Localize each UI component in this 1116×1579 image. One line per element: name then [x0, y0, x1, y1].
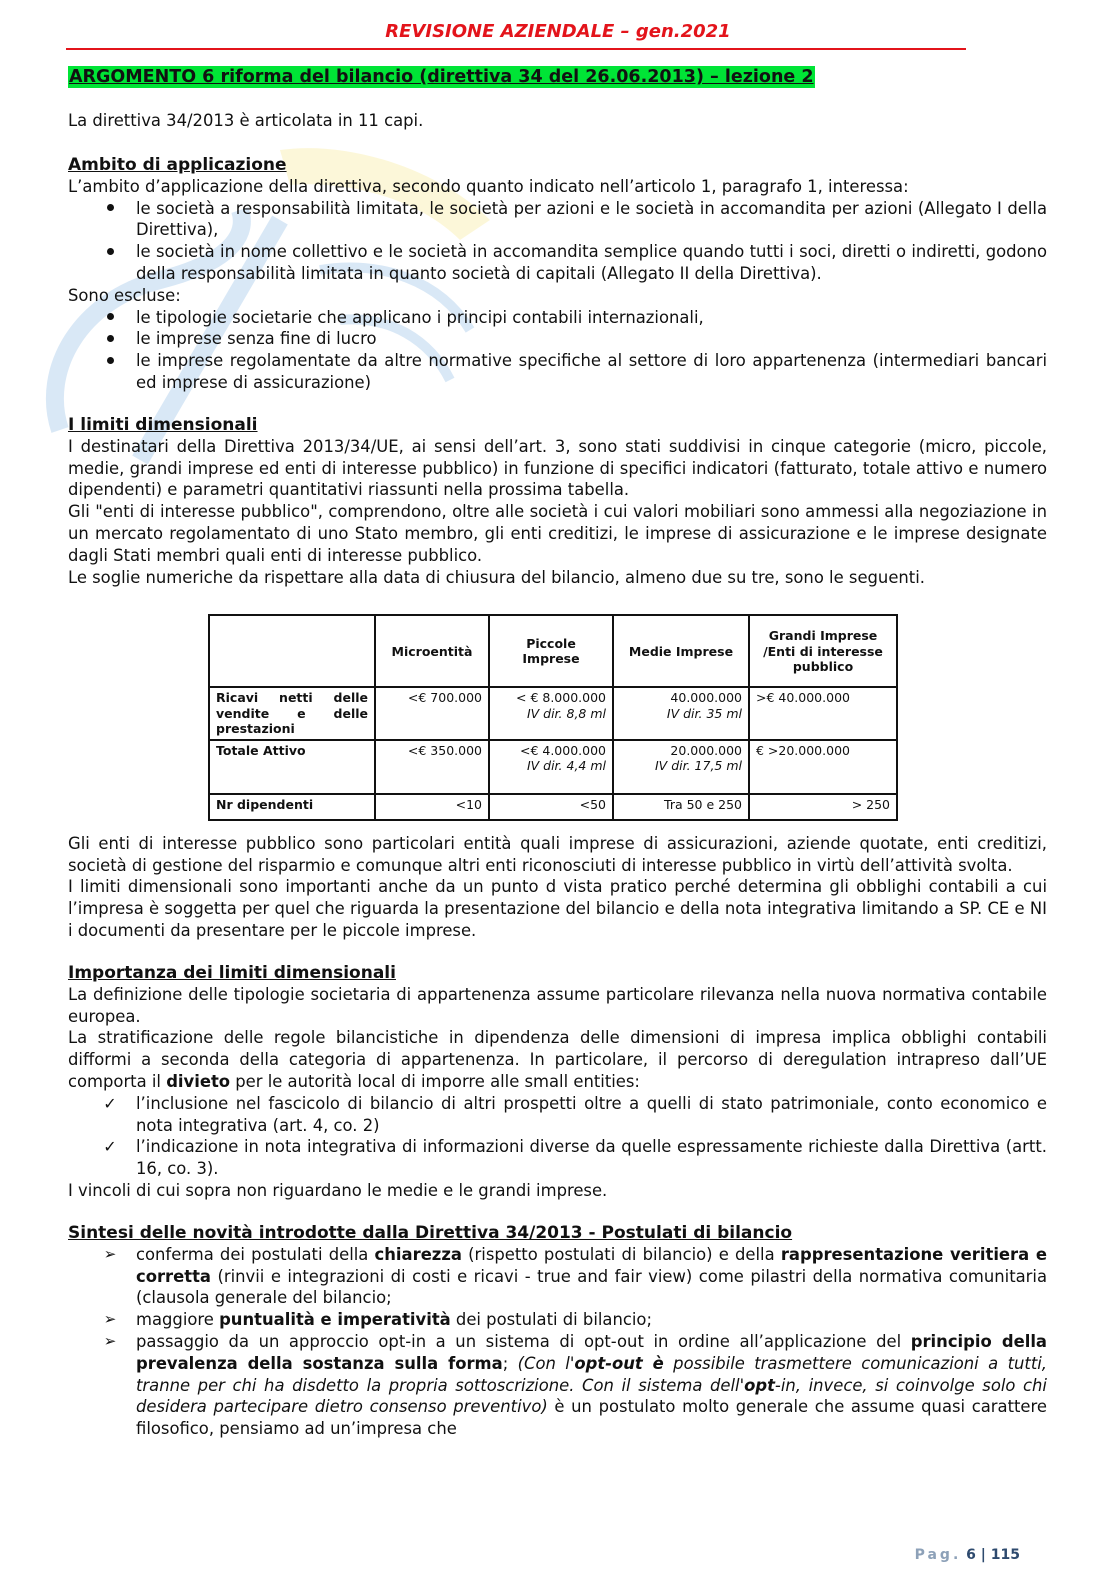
- bullet-dot-icon: [107, 204, 114, 211]
- table-header-cell: Microentità: [375, 615, 489, 687]
- header-rule: [66, 48, 966, 50]
- checkmark-icon: ✓: [103, 1137, 117, 1157]
- table-header-cell: Piccole Imprese: [489, 615, 613, 687]
- thresholds-table: [208, 614, 898, 821]
- heading-importanza: Importanza dei limiti dimensionali: [68, 962, 396, 983]
- arrow-bullet-icon: ➢: [103, 1310, 117, 1329]
- table-row: [209, 740, 897, 794]
- bullet-dot-icon: [107, 248, 114, 255]
- table-row: [209, 687, 897, 740]
- page-header: REVISIONE AZIENDALE – gen.2021: [385, 21, 731, 42]
- list-item: ➢ conferma dei postulati della chiarezza (rispetto postulati di bilancio) e della rappresentazione veritiera e corretta (rinvii e integrazioni di costi e ricavi - true and fair view) come pilastri della normativa comunitaria (clausola generale del bilancio;: [68, 1244, 1047, 1309]
- table-cell: <€ 4.000.000 IV dir. 4,4 ml: [489, 740, 613, 794]
- footer-page-number: 6: [966, 1547, 976, 1563]
- table-header-row: [209, 615, 897, 687]
- list-item: ✓ l’inclusione nel fascicolo di bilancio di altri prospetti oltre a quelli di stato patrimoniale, conto economico e nota integrativa (art. 4, co. 2): [68, 1093, 1047, 1137]
- table-row: [209, 794, 897, 820]
- table-cell: > 250: [749, 794, 897, 820]
- table-row-label: Totale Attivo: [209, 740, 375, 794]
- list-item: ➢ passaggio da un approccio opt-in a un sistema di opt-out in ordine all’applicazione del principio della prevalenza della sostanza sulla forma; (Con l'opt-out è possibile trasmettere comunicazioni a tutti, tranne per chi ha disdetto la propria sottoscrizione. Con il sistema dell'opt-in, invece, si coinvolge solo chi desidera partecipare dietro consenso preventivo) è un postulato molto generale che assume quasi carattere filosofico, pensiamo ad un’impresa che: [68, 1331, 1047, 1440]
- table-cell: <10: [375, 794, 489, 820]
- footer-page-label: Pag.: [914, 1547, 962, 1563]
- footer-page-total: 115: [990, 1547, 1020, 1563]
- table-cell: € >20.000.000: [749, 740, 897, 794]
- checkmark-icon: ✓: [103, 1093, 117, 1113]
- table-cell: <€ 350.000: [375, 740, 489, 794]
- list-item: le società in nome collettivo e le società in accomandita semplice quando tutti i soci, diretti o indiretti, godono della responsabilità limitata in quanto società di capitali (Allegato II della Direttiva).: [68, 241, 1047, 285]
- list-item: le imprese senza fine di lucro: [68, 328, 1047, 350]
- ambito-lead: L’ambito d’applicazione della direttiva, secondo quanto indicato nell’articolo 1, paragrafo 1, interessa:: [68, 176, 909, 196]
- page-content: [68, 66, 1047, 1440]
- thresholds-table-wrapper: [208, 614, 898, 821]
- heading-sintesi: Sintesi delle novità introdotte dalla Direttiva 34/2013 - Postulati di bilancio: [68, 1222, 793, 1243]
- bullet-dot-icon: [107, 335, 114, 342]
- importanza-check-list: [68, 1093, 1047, 1180]
- enti-paragraph-1: Gli enti di interesse pubblico sono particolari entità quali imprese di assicurazioni, aziende quotate, enti creditizi, società di gestione del risparmio e comunque altri enti riconosciuti di interesse pubblico in virtù dell’attività svolta.: [68, 833, 1047, 875]
- table-cell: < € 8.000.000 IV dir. 8,8 ml: [489, 687, 613, 740]
- excluded-lead: Sono escluse:: [68, 285, 181, 305]
- table-cell: >€ 40.000.000: [749, 687, 897, 740]
- table-cell: 40.000.000 IV dir. 35 ml: [613, 687, 749, 740]
- limiti-paragraph-3: Le soglie numeriche da rispettare alla data di chiusura del bilancio, almeno due su tre, sono le seguenti.: [68, 567, 925, 587]
- table-header-cell: Grandi Imprese /Enti di interesse pubblico: [749, 615, 897, 687]
- bullet-dot-icon: [107, 357, 114, 364]
- heading-ambito: Ambito di applicazione: [68, 154, 287, 175]
- bullet-dot-icon: [107, 313, 114, 320]
- table-cell: <50: [489, 794, 613, 820]
- table-row-label: Ricavi netti delle vendite e delle prestazioni: [209, 687, 375, 740]
- page-footer: [915, 1546, 1020, 1564]
- table-cell: Tra 50 e 250: [613, 794, 749, 820]
- limiti-paragraph-2: Gli "enti di interesse pubblico", comprendono, oltre alle società i cui valori mobiliari sono ammessi alla negoziazione in un mercato regolamentato di uno Stato membro, gli enti creditizi, le imprese di assicurazione e le imprese designate dagli Stati membri quali enti di interesse pubblico.: [68, 502, 1047, 565]
- table-row-label: Nr dipendenti: [209, 794, 375, 820]
- importanza-paragraph-2: La stratificazione delle regole bilancistiche in dipendenza delle dimensioni di impresa implica obblighi contabili difformi a seconda della categoria di appartenenza. In particolare, il percorso di deregulation intrapreso dall’UE comporta il divieto per le autorità local di imporre alle small entities:: [68, 1028, 1047, 1092]
- importanza-paragraph-1: La definizione delle tipologie societaria di appartenenza assume particolare rilevanza nella nuova normativa contabile europea.: [68, 984, 1047, 1026]
- table-cell: <€ 700.000: [375, 687, 489, 740]
- list-item: ➢ maggiore puntualità e imperatività dei postulati di bilancio;: [68, 1309, 1047, 1331]
- table-header-cell: Medie Imprese: [613, 615, 749, 687]
- footer-separator: |: [980, 1547, 986, 1563]
- arrow-bullet-icon: ➢: [103, 1331, 117, 1350]
- enti-paragraph-2: I limiti dimensionali sono importanti anche da un punto d vista pratico perché determina gli obblighi contabili a cui l’impresa è soggetta per quel che riguarda la presentazione del bilancio e della nota integrativa limitando a SP. CE e NI i documenti da presentare per le piccole imprese.: [68, 877, 1047, 941]
- list-item: ✓ l’indicazione in nota integrativa di informazioni diverse da quelle espressamente richieste dalla Direttiva (artt. 16, co. 3).: [68, 1136, 1047, 1180]
- heading-limiti: I limiti dimensionali: [68, 414, 258, 435]
- limiti-paragraph-1: I destinatari della Direttiva 2013/34/UE, ai sensi dell’art. 3, sono stati suddivisi in cinque categorie (micro, piccole, medie, grandi imprese ed enti di interesse pubblico) in funzione di specifici indicatori (fatturato, totale attivo e numero dipendenti) e parametri quantitativi riassunti nella prossima tabella.: [68, 436, 1047, 500]
- ambito-list: [68, 198, 1047, 285]
- importanza-closing: I vincoli di cui sopra non riguardano le medie e le grandi imprese.: [68, 1181, 608, 1200]
- sintesi-list: [68, 1244, 1047, 1440]
- arrow-bullet-icon: ➢: [103, 1244, 117, 1263]
- topic-title: ARGOMENTO 6 riforma del bilancio (direttiva 34 del 26.06.2013) – lezione 2: [69, 67, 814, 87]
- list-item: le tipologie societarie che applicano i principi contabili internazionali,: [68, 307, 1047, 329]
- excluded-list: [68, 307, 1047, 394]
- list-item: le imprese regolamentate da altre normative specifiche al settore di loro appartenenza (intermediari bancari ed imprese di assicurazione): [68, 350, 1047, 394]
- table-cell: 20.000.000 IV dir. 17,5 ml: [613, 740, 749, 794]
- table-header-cell: [209, 615, 375, 687]
- list-item: le società a responsabilità limitata, le società per azioni e le società in accomandita per azioni (Allegato I della Direttiva),: [68, 198, 1047, 242]
- intro-paragraph: La direttiva 34/2013 è articolata in 11 capi.: [68, 111, 424, 130]
